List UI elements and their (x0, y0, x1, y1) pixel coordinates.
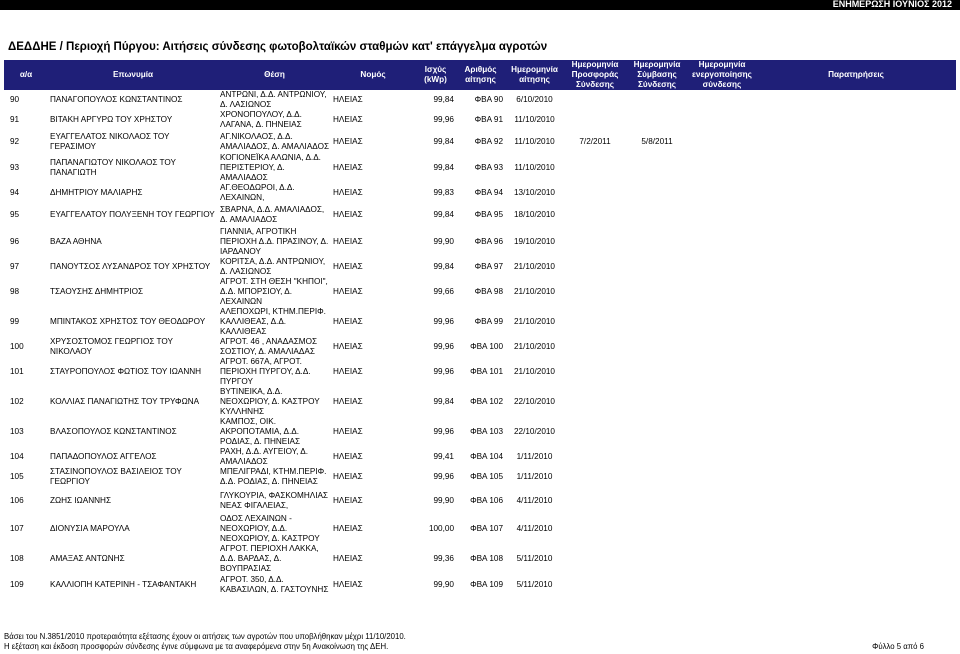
cell-aa: 99 (10, 317, 20, 326)
cell-notes (756, 417, 956, 447)
cell-num: ΦΒΑ 96 (474, 237, 503, 246)
cell-date: 22/10/2010 (514, 427, 555, 436)
cell-num: ΦΒΑ 94 (474, 188, 503, 197)
cell-contract: 5/8/2011 (641, 136, 673, 146)
cell-nomos: ΗΛΕΙΑΣ (333, 237, 363, 246)
cell-kw: 99,84 (433, 136, 454, 146)
cell-active (688, 90, 756, 110)
cell-num: ΦΒΑ 101 (470, 367, 503, 376)
cell-pos: ΚΟΡΙΤΣΑ, Δ.Δ. ΑΝΤΡΩΝΙΟΥ, Δ. ΛΑΣΙΩΝΟΣ (220, 257, 326, 276)
cell-kw: 99,84 (433, 210, 454, 219)
cell-nomos: ΗΛΕΙΑΣ (333, 95, 363, 104)
cell-nomos: ΗΛΕΙΑΣ (333, 188, 363, 197)
cell-date: 21/10/2010 (514, 342, 555, 351)
cell-kw: 99,84 (433, 95, 454, 104)
cell-offer (564, 277, 626, 307)
cell-date: 13/10/2010 (514, 188, 555, 197)
cell-nomos: ΗΛΕΙΑΣ (333, 342, 363, 351)
cell-aa: 100 (10, 342, 24, 351)
cell-offer (564, 357, 626, 387)
cell-aa: 90 (10, 95, 20, 104)
column-header: Θέση (218, 60, 331, 90)
cell-name: ΤΣΑΟΥΣΗΣ ΔΗΜΗΤΡΙΟΣ (50, 287, 144, 296)
cell-name: ΚΑΛΛΙΟΠΗ ΚΑΤΕΡΙΝΗ - ΤΣΑΦΑΝΤΑΚΗ (50, 580, 197, 589)
page-number: Φύλλο 5 από 6 (872, 642, 924, 651)
cell-offer (564, 183, 626, 203)
cell-name: ΣΤΑΣΙΝΟΠΟΥΛΟΣ ΒΑΣΙΛΕΙΟΣ ΤΟΥ ΓΕΩΡΓΙΟΥ (50, 467, 182, 486)
cell-active (688, 257, 756, 277)
cell-active (688, 447, 756, 467)
cell-aa: 92 (10, 136, 20, 146)
cell-active (688, 227, 756, 257)
cell-nomos: ΗΛΕΙΑΣ (333, 580, 363, 589)
cell-pos: ΜΠΕΛΙΓΡΑΔΙ, ΚΤΗΜ.ΠΕΡΙΦ. Δ.Δ. ΡΟΔΙΑΣ, Δ. ΠΗΝΕΙΑΣ (220, 467, 327, 486)
cell-offer (564, 90, 626, 110)
cell-nomos: ΗΛΕΙΑΣ (333, 115, 363, 124)
cell-offer (564, 257, 626, 277)
cell-contract (626, 574, 688, 596)
cell-num: ΦΒΑ 107 (470, 524, 503, 533)
cell-nomos: ΗΛΕΙΑΣ (333, 452, 363, 461)
cell-pos: ΚΟΓΙΟΝΕΪΚΑ ΑΛΩΝΙΑ, Δ.Δ. ΠΕΡΙΣΤΕΡΙΟΥ, Δ. ΑΜΑΛΙΑΔΟΣ (220, 153, 321, 182)
cell-num: ΦΒΑ 98 (474, 287, 503, 296)
cell-pos: ΒΥΤΙΝΕΙΚΑ, Δ.Δ. ΝΕΟΧΩΡΙΟΥ, Δ. ΚΑΣΤΡΟΥ ΚΥΛΛΗΝΗΣ (220, 387, 320, 416)
cell-name: ΒΛΑΣΟΠΟΥΛΟΣ ΚΩΝΣΤΑΝΤΙΝΟΣ (50, 427, 177, 436)
cell-num: ΦΒΑ 105 (470, 472, 503, 481)
table-row (4, 257, 956, 277)
cell-name: ΔΗΜΗΤΡΙΟΥ ΜΑΛΙΑΡΗΣ (50, 188, 143, 197)
cell-active (688, 467, 756, 487)
cell-nomos: ΗΛΕΙΑΣ (333, 554, 363, 563)
table-row (4, 183, 956, 203)
cell-pos: ΟΔΟΣ ΛΕΧΑΙΝΩΝ - ΝΕΟΧΩΡΙΟΥ, Δ.Δ. ΝΕΟΧΩΡΙΟΥ, Δ. ΚΑΣΤΡΟΥ (220, 514, 320, 543)
cell-notes (756, 514, 956, 544)
cell-offer (564, 417, 626, 447)
cell-contract (626, 183, 688, 203)
cell-num: ΦΒΑ 93 (474, 163, 503, 172)
cell-contract (626, 447, 688, 467)
cell-notes (756, 130, 956, 153)
update-label: ΕΝΗΜΕΡΩΣΗ ΙΟΥΝΙΟΣ 2012 (832, 0, 952, 9)
cell-date: 11/10/2010 (514, 163, 555, 172)
cell-kw: 99,41 (433, 452, 454, 461)
column-header: Επωνυμία (48, 60, 218, 90)
cell-active (688, 337, 756, 357)
cell-active (688, 183, 756, 203)
cell-nomos: ΗΛΕΙΑΣ (333, 317, 363, 326)
cell-kw: 99,84 (433, 262, 454, 271)
cell-aa: 91 (10, 115, 20, 124)
cell-pos: ΑΓΡΟΤ. 350, Δ.Δ. ΚΑΒΑΣΙΛΩΝ, Δ. ΓΑΣΤΟΥΝΗΣ (220, 575, 329, 594)
cell-contract (626, 387, 688, 417)
cell-pos: ΚΑΜΠΟΣ, ΟΙΚ. ΑΚΡΟΠΟΤΑΜΙΑ, Δ.Δ. ΡΟΔΙΑΣ, Δ. ΠΗΝΕΙΑΣ (220, 417, 301, 446)
table-row (4, 337, 956, 357)
cell-contract (626, 514, 688, 544)
table-row (4, 153, 956, 183)
cell-pos: ΓΙΑΝΝΙΑ, ΑΓΡΟΤΙΚΗ ΠΕΡΙΟΧΗ Δ.Δ. ΠΡΑΣΙΝΟΥ, Δ. ΙΑΡΔΑΝΟΥ (220, 227, 329, 256)
cell-contract (626, 203, 688, 227)
cell-offer (564, 574, 626, 596)
table-row (4, 277, 956, 307)
cell-aa: 104 (10, 452, 24, 461)
applications-table (4, 60, 956, 596)
cell-num: ΦΒΑ 92 (474, 136, 503, 146)
cell-aa: 108 (10, 554, 24, 563)
cell-name: ΚΟΛΛΙΑΣ ΠΑΝΑΓΙΩΤΗΣ ΤΟΥ ΤΡΥΦΩΝΑ (50, 397, 200, 406)
cell-name: ΧΡΥΣΟΣΤΟΜΟΣ ΓΕΩΡΓΙΟΣ ΤΟΥ ΝΙΚΟΛΑΟΥ (50, 337, 173, 356)
cell-notes (756, 447, 956, 467)
column-header: Ισχύς (kWp) (415, 60, 456, 90)
column-header: Ημερομηνία Σύμβασης Σύνδεσης (626, 60, 688, 90)
cell-nomos: ΗΛΕΙΑΣ (333, 397, 363, 406)
cell-offer (564, 110, 626, 130)
cell-aa: 105 (10, 472, 24, 481)
cell-kw: 99,90 (433, 495, 454, 505)
cell-date: 5/11/2010 (516, 554, 553, 563)
cell-contract (626, 227, 688, 257)
cell-contract (626, 337, 688, 357)
cell-nomos: ΗΛΕΙΑΣ (333, 495, 363, 505)
cell-nomos: ΗΛΕΙΑΣ (333, 427, 363, 436)
cell-num: ΦΒΑ 103 (470, 427, 503, 436)
cell-aa: 96 (10, 237, 20, 246)
column-header: Νομός (331, 60, 415, 90)
cell-num: ΦΒΑ 91 (474, 115, 503, 124)
cell-contract (626, 90, 688, 110)
cell-date: 11/10/2010 (514, 136, 555, 146)
cell-notes (756, 183, 956, 203)
cell-kw: 99,96 (433, 317, 454, 326)
cell-contract (626, 467, 688, 487)
cell-contract (626, 417, 688, 447)
table-row (4, 227, 956, 257)
cell-name: ΖΩΗΣ ΙΩΑΝΝΗΣ (50, 495, 112, 505)
cell-name: ΒΑΖΑ ΑΘΗΝΑ (50, 237, 102, 246)
cell-pos: ΑΛΕΠΟΧΩΡΙ, ΚΤΗΜ.ΠΕΡΙΦ. ΚΑΛΛΙΘΕΑΣ, Δ.Δ. ΚΑΛΛΙΘΕΑΣ (220, 307, 326, 336)
page-title: ΔΕΔΔΗΕ / Περιοχή Πύργου: Αιτήσεις σύνδεσης φωτοβολταϊκών σταθμών κατ' επάγγελμα αγροτών (8, 41, 548, 53)
table-row (4, 90, 956, 110)
cell-name: ΜΠΙΝΤΑΚΟΣ ΧΡΗΣΤΟΣ ΤΟΥ ΘΕΟΔΩΡΟΥ (50, 317, 206, 326)
cell-aa: 103 (10, 427, 24, 436)
table-row (4, 574, 956, 596)
cell-nomos: ΗΛΕΙΑΣ (333, 163, 363, 172)
cell-date: 5/11/2010 (516, 580, 553, 589)
cell-aa: 94 (10, 188, 20, 197)
cell-pos: ΑΓΡΟΤ. 46 , ΑΝΑΔΑΣΜΟΣ ΣΟΣΤΙΟΥ, Δ. ΑΜΑΛΙΑΔΑΣ (220, 337, 318, 356)
cell-kw: 99,96 (433, 427, 454, 436)
cell-name: ΕΥΑΓΓΕΛΑΤΟΥ ΠΟΛΥΞΕΝΗ ΤΟΥ ΓΕΩΡΓΙΟΥ (50, 210, 215, 219)
cell-name: ΠΑΠΑΝΑΓΙΩΤΟΥ ΝΙΚΟΛΑΟΣ ΤΟΥ ΠΑΝΑΓΙΩΤΗ (50, 158, 176, 177)
cell-pos: ΡΑΧΗ, Δ.Δ. ΑΥΓΕΙΟΥ, Δ. ΑΜΑΛΙΑΔΟΣ (220, 447, 309, 466)
cell-notes (756, 203, 956, 227)
footer-line-1: Βάσει του Ν.3851/2010 προτεραιότητα εξέτασης έχουν οι αιτήσεις των αγροτών που υποβλήθηκαν μέχρι 11/10/2010. (4, 632, 406, 641)
cell-notes (756, 257, 956, 277)
cell-offer (564, 307, 626, 337)
cell-notes (756, 90, 956, 110)
cell-pos: ΑΓ.ΝΙΚΟΛΑΟΣ, Δ.Δ. ΑΜΑΛΙΑΔΟΣ, Δ. ΑΜΑΛΙΑΔΟΣ (220, 131, 330, 151)
table-row (4, 307, 956, 337)
cell-num: ΦΒΑ 108 (470, 554, 503, 563)
cell-notes (756, 337, 956, 357)
footer-notes (4, 632, 406, 652)
cell-offer (564, 544, 626, 574)
cell-offer: 7/2/2011 (579, 136, 611, 146)
cell-kw: 99,66 (433, 287, 454, 296)
column-header: Παρατηρήσεις (756, 60, 956, 90)
cell-date: 11/10/2010 (514, 115, 555, 124)
cell-date: 1/11/2010 (516, 452, 553, 461)
cell-kw: 99,84 (433, 397, 454, 406)
cell-kw: 99,96 (433, 367, 454, 376)
cell-active (688, 487, 756, 514)
cell-notes (756, 357, 956, 387)
cell-num: ΦΒΑ 95 (474, 210, 503, 219)
table-row (4, 130, 956, 153)
cell-name: ΣΤΑΥΡΟΠΟΥΛΟΣ ΦΩΤΙΟΣ ΤΟΥ ΙΩΑΝΝΗ (50, 367, 202, 376)
cell-contract (626, 307, 688, 337)
table-header-row (4, 60, 956, 90)
table-body (4, 90, 956, 596)
cell-kw: 99,36 (433, 554, 454, 563)
cell-nomos: ΗΛΕΙΑΣ (333, 210, 363, 219)
cell-active (688, 110, 756, 130)
table-row (4, 417, 956, 447)
table-row (4, 203, 956, 227)
cell-notes (756, 153, 956, 183)
cell-kw: 99,96 (433, 342, 454, 351)
cell-aa: 106 (10, 495, 24, 505)
cell-nomos: ΗΛΕΙΑΣ (333, 472, 363, 481)
cell-pos: ΑΓ.ΘΕΟΔΩΡΟΙ, Δ.Δ. ΛΕΧΑΙΝΩΝ, (220, 183, 295, 202)
cell-active (688, 417, 756, 447)
cell-aa: 98 (10, 287, 20, 296)
cell-offer (564, 153, 626, 183)
cell-nomos: ΗΛΕΙΑΣ (333, 136, 363, 146)
cell-notes (756, 544, 956, 574)
cell-nomos: ΗΛΕΙΑΣ (333, 367, 363, 376)
cell-active (688, 277, 756, 307)
table-row (4, 467, 956, 487)
column-header: Ημερομηνία Προσφοράς Σύνδεσης (564, 60, 626, 90)
cell-aa: 107 (10, 524, 24, 533)
cell-notes (756, 307, 956, 337)
column-header: Ημερομηνία αίτησης (505, 60, 564, 90)
cell-name: ΔΙΟΝΥΣΙΑ ΜΑΡΟΥΛΑ (50, 524, 130, 533)
table-row (4, 514, 956, 544)
cell-contract (626, 487, 688, 514)
cell-name: ΑΜΑΞΑΣ ΑΝΤΩΝΗΣ (50, 554, 125, 563)
cell-num: ΦΒΑ 99 (474, 317, 503, 326)
table-row (4, 487, 956, 514)
cell-notes (756, 387, 956, 417)
cell-active (688, 544, 756, 574)
table-row (4, 447, 956, 467)
cell-kw: 99,84 (433, 163, 454, 172)
cell-date: 21/10/2010 (514, 317, 555, 326)
cell-kw: 99,90 (433, 580, 454, 589)
cell-active (688, 514, 756, 544)
cell-num: ΦΒΑ 104 (470, 452, 503, 461)
table-row (4, 110, 956, 130)
cell-date: 6/10/2010 (516, 95, 553, 104)
cell-name: ΠΑΝΟΥΤΣΟΣ ΛΥΣΑΝΔΡΟΣ ΤΟΥ ΧΡΗΣΤΟΥ (50, 262, 211, 271)
cell-offer (564, 514, 626, 544)
column-header: Ημερομηνία ενεργοποίησης σύνδεσης (688, 60, 756, 90)
cell-notes (756, 467, 956, 487)
cell-nomos: ΗΛΕΙΑΣ (333, 262, 363, 271)
cell-nomos: ΗΛΕΙΑΣ (333, 287, 363, 296)
column-header: Αριθμός αίτησης (456, 60, 505, 90)
cell-pos: ΧΡΟΝΟΠΟΥΛΟΥ, Δ.Δ. ΛΑΓΑΝΑ, Δ. ΠΗΝΕΙΑΣ (220, 110, 302, 129)
cell-aa: 102 (10, 397, 24, 406)
cell-name: ΠΑΠΑΔΟΠΟΥΛΟΣ ΑΓΓΕΛΟΣ (50, 452, 157, 461)
cell-contract (626, 110, 688, 130)
cell-offer (564, 337, 626, 357)
cell-num: ΦΒΑ 97 (474, 262, 503, 271)
cell-notes (756, 227, 956, 257)
cell-notes (756, 110, 956, 130)
cell-nomos: ΗΛΕΙΑΣ (333, 524, 363, 533)
cell-active (688, 357, 756, 387)
cell-contract (626, 257, 688, 277)
cell-date: 22/10/2010 (514, 397, 555, 406)
cell-pos: ΑΓΡΟΤ. ΠΕΡΙΟΧΗ ΛΑΚΚΑ, Δ.Δ. ΒΑΡΔΑΣ, Δ. ΒΟΥΠΡΑΣΙΑΣ (220, 544, 319, 573)
table-row (4, 387, 956, 417)
cell-offer (564, 227, 626, 257)
footer-line-2: Η εξέταση και έκδοση προσφορών σύνδεσης έγινε σύμφωνα με τα αναφερόμενα στην 5η Ανακοίνωση της ΔΕΗ. (4, 642, 389, 651)
cell-num: ΦΒΑ 100 (470, 342, 503, 351)
cell-offer (564, 447, 626, 467)
cell-active (688, 203, 756, 227)
cell-aa: 95 (10, 210, 20, 219)
table-row (4, 544, 956, 574)
cell-name: ΠΑΝΑΓΟΠΟΥΛΟΣ ΚΩΝΣΤΑΝΤΙΝΟΣ (50, 95, 183, 104)
cell-date: 21/10/2010 (514, 367, 555, 376)
cell-pos: ΣΒΑΡΝΑ, Δ.Δ. ΑΜΑΛΙΑΔΟΣ, Δ. ΑΜΑΛΙΑΔΟΣ (220, 205, 325, 224)
cell-date: 4/11/2010 (516, 524, 553, 533)
cell-num: ΦΒΑ 102 (470, 397, 503, 406)
cell-kw: 99,96 (433, 472, 454, 481)
cell-pos: ΑΓΡΟΤ. 667Α, ΑΓΡΟΤ. ΠΕΡΙΟΧΗ ΠΥΡΓΟΥ, Δ.Δ. ΠΥΡΓΟΥ (220, 357, 311, 386)
cell-offer (564, 487, 626, 514)
cell-contract (626, 277, 688, 307)
cell-active (688, 574, 756, 596)
column-header: α/α (4, 60, 48, 90)
cell-aa: 97 (10, 262, 20, 271)
cell-contract (626, 153, 688, 183)
cell-notes (756, 277, 956, 307)
cell-kw: 99,96 (433, 115, 454, 124)
cell-pos: ΑΓΡΟΤ. ΣΤΗ ΘΕΣΗ "ΚΗΠΟΙ", Δ.Δ. ΜΠΟΡΣΙΟΥ, Δ. ΛΕΧΑΙΝΩΝ (220, 277, 328, 306)
cell-kw: 99,83 (433, 188, 454, 197)
cell-notes (756, 574, 956, 596)
cell-date: 19/10/2010 (514, 237, 555, 246)
cell-active (688, 130, 756, 153)
cell-offer (564, 467, 626, 487)
cell-active (688, 307, 756, 337)
cell-aa: 101 (10, 367, 24, 376)
cell-kw: 99,90 (433, 237, 454, 246)
cell-contract (626, 357, 688, 387)
cell-pos: ΓΛΥΚΟΥΡΙΑ, ΦΑΣΚΟΜΗΛΙΑΣ ΝΕΑΣ ΦΙΓΑΛΕΙΑΣ, (220, 490, 328, 510)
cell-offer (564, 203, 626, 227)
cell-name: ΕΥΑΓΓΕΛΑΤΟΣ ΝΙΚΟΛΑΟΣ ΤΟΥ ΓΕΡΑΣΙΜΟΥ (50, 131, 170, 151)
cell-date: 4/11/2010 (516, 495, 553, 505)
cell-contract (626, 544, 688, 574)
cell-notes (756, 487, 956, 514)
cell-offer (564, 387, 626, 417)
cell-num: ΦΒΑ 106 (470, 495, 503, 505)
cell-pos: ΑΝΤΡΩΝΙ, Δ.Δ. ΑΝΤΡΩΝΙΟΥ, Δ. ΛΑΣΙΩΝΟΣ (220, 90, 327, 109)
cell-aa: 109 (10, 580, 24, 589)
cell-date: 21/10/2010 (514, 287, 555, 296)
cell-date: 18/10/2010 (514, 210, 555, 219)
cell-num: ΦΒΑ 109 (470, 580, 503, 589)
cell-aa: 93 (10, 163, 20, 172)
cell-date: 1/11/2010 (516, 472, 553, 481)
cell-active (688, 153, 756, 183)
cell-date: 21/10/2010 (514, 262, 555, 271)
cell-active (688, 387, 756, 417)
cell-kw: 100,00 (428, 524, 454, 533)
top-banner (0, 0, 960, 10)
cell-num: ΦΒΑ 90 (474, 95, 503, 104)
table-row (4, 357, 956, 387)
cell-name: ΒΙΤΑΚΗ ΑΡΓΥΡΩ ΤΟΥ ΧΡΗΣΤΟΥ (50, 115, 173, 124)
